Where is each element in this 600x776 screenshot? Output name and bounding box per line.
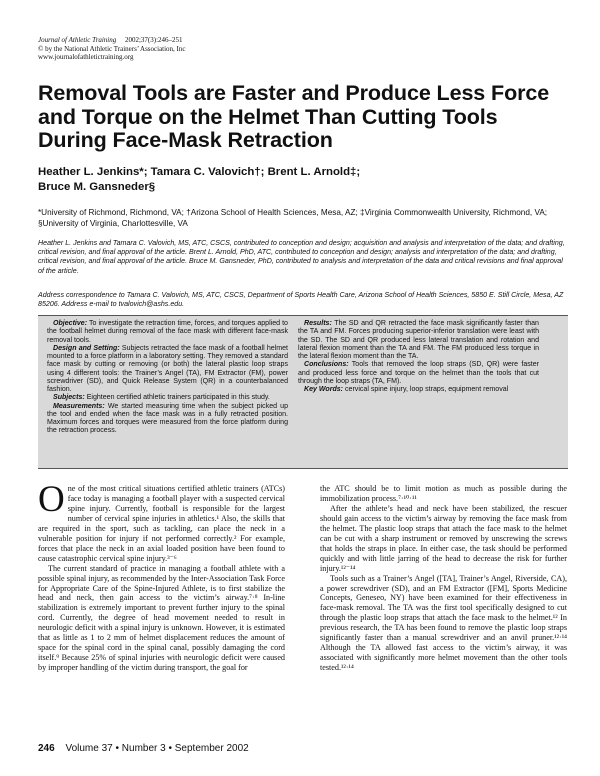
abstract-conclusions: Conclusions: Tools that removed the loop straps (SD, QR) were faster and produced less force and torque on the helmet than the tools that cut through the loop straps (TA, FM). (298, 361, 539, 385)
affiliations: *University of Richmond, Richmond, VA; †Arizona School of Health Sciences, Mesa, AZ; ‡Virginia Commonwealth University, Richmond, VA; §University of Virginia, Charlottesville, VA (38, 208, 548, 228)
author-line-1: Heather L. Jenkins*; Tamara C. Valovich†; Brent L. Arnold‡; (38, 166, 361, 178)
contribution-statement: Heather L. Jenkins and Tamara C. Valovich, MS, ATC, CSCS, contributed to conception and design; acquisition and analysis and interpretation of the data; and drafting, critical revision, and final approval of the article. Brent L. Arnold, PhD, ATC, contributed to conception and design; analysis and interpretation of the data; and drafting, critical revision, and final approval of the article. Bruce M. Gansneder, PhD, contributed to analysis and interpretation of the data and critical revisions and final approval of the article. (38, 239, 565, 275)
abstract-results: Results: The SD and QR retracted the face mask significantly faster than the TA and FM. Forces producing superior-inferior translation were least with the SD. The SD and QR produced less lateral translation and rotation and lateral flexion moment than the TA and FM. The FM produced less torque in the lateral flexion moment than the TA. (298, 320, 539, 360)
abstract-column-right (298, 320, 539, 394)
conclusions-label: Conclusions: (304, 361, 349, 369)
drop-cap: O (38, 479, 65, 520)
keywords-label: Key Words: (304, 386, 344, 393)
abstract-measurements: Measurements: We started measuring time when the subject picked up the tool and ended when the face mask was in a fully retracted position. Maximum forces and torques were measured from the force platform during the retraction process. (47, 402, 288, 435)
body-column-right (320, 484, 567, 673)
objective-label: Objective: (53, 320, 88, 327)
abstract-design: Design and Setting: Subjects retracted the face mask of a football helmet mounted to a force platform in a laboratory setting. They removed a standard face mask by cutting or removing (or both) the lateral plastic loop straps using 4 different tools: the Trainer’s Angel (TA), FM Extractor (FM), power screwdriver (SD), and Quick Release System (QR) in a counterbalanced fashion. (47, 344, 289, 393)
page-number: 246 (38, 743, 55, 754)
article-title: Removal Tools are Faster and Produce Less Force and Torque on the Helmet Than Cutting Tools During Face-Mask Retraction (38, 81, 550, 152)
copyright: © by the National Athletic Trainers’ Association, Inc (38, 44, 186, 53)
body-paragraph: the ATC should be to limit motion as much as possible during the immobilization process.⁷·¹⁰·¹¹ (320, 484, 567, 503)
correspondence-address: Address correspondence to Tamara C. Valovich, MS, ATC, CSCS, Department of Sports Health Care, Arizona School of Health Sciences, 5850 E. Still Circle, Mesa, AZ 85206. Address e-mail to tvalovich@ashs.edu. (38, 291, 564, 309)
journal-citation-line (38, 36, 338, 45)
body-paragraph: One of the most critical situations certified athletic trainers (ATCs) face today is managing a football player with a suspected cervical spine injury. Currently, football is responsible for the largest number of cervical spine injuries in athletics.¹ Also, the skills that are required in the sport, such as tackling, can place the neck in a vulnerable position for injury if not performed correctly.² For example, forces that place the neck in an axial loaded position have been found to cause catastrophic cervical spine injury.³⁻⁶ (38, 479, 285, 563)
page-footer (38, 743, 568, 755)
design-label: Design and Setting: (53, 344, 120, 352)
results-label: Results: (304, 320, 332, 327)
abstract-subjects: Subjects: Eighteen certified athletic trainers participated in this study. (53, 394, 270, 402)
citation: 2002;37(3):246–251 (124, 36, 183, 44)
body-column-left (38, 479, 285, 673)
abstract-column-left (47, 320, 288, 436)
measurements-label: Measurements: (53, 402, 105, 410)
journal-name: Journal of Athletic Training (38, 36, 117, 44)
issue-info: Volume 37 • Number 3 • September 2002 (65, 743, 249, 754)
subjects-label: Subjects: (53, 394, 85, 402)
author-line-2: Bruce M. Gansneder§ (38, 181, 156, 193)
abstract-keywords: Key Words: cervical spine injury, loop straps, equipment removal (304, 386, 509, 393)
masthead (38, 36, 338, 62)
abstract-objective: Objective: To investigate the retraction time, forces, and torques applied to the football helmet during removal of the face mask with different face-mask removal tools. (47, 320, 288, 344)
author-list (38, 165, 568, 195)
body-paragraph: After the athlete’s head and neck have been stabilized, the rescuer should gain access to the victim’s airway by removing the face mask from the helmet. The plastic loop straps that attach the face mask to the helmet can be cut with a sharp instrument or removed by unscrewing the screws that holds the straps in place. In either case, the task should be performed quickly and with little jarring of the head to decrease the risk for further injury.¹²⁻¹⁴ (320, 503, 567, 573)
abstract-box (38, 315, 568, 469)
body-paragraph: Tools such as a Trainer’s Angel ([TA], Trainer’s Angel, Riverside, CA), a power screwdriver (SD), and an FM Extractor ([FM], Sports Medicine Concepts, Geneseo, NY) have been examined for their effectiveness in face-mask removal. The TA was the first tool specifically designed to cut through the plastic loop straps that attach the face mask to the helmet.¹² In previous research, the TA has been found to remove the plastic loop straps significantly faster than a manual screwdriver and an anvil pruner.¹²·¹⁴ Although the TA allowed fast access to the victim’s airway, it was associated with significantly more helmet movement than the other tools tested.¹²·¹⁴ (320, 573, 567, 673)
journal-url[interactable]: www.journalofathletictraining.org (38, 53, 134, 61)
body-paragraph: The current standard of practice in managing a football athlete with a possible spinal injury, as recommended by the Inter-Association Task Force for Appropriate Care of the Spine-Injured Athlete, is to first stabilize the head and neck, then gain access to the victim’s airway.⁷·⁸ In-line stabilization is extremely important to prevent further injury to the spinal cord. Currently, the degree of head movement needed to result in neurologic deficit with a spinal injury is unknown. However, it is estimated that as little as 1 to 2 mm of helmet displacement reduces the amount of space for the spinal cord in the spinal canal, possibly damaging the cord itself.⁹ Because 25% of spinal injuries with neurologic deficit were caused by improper handling of the victim during transport, the goal for (38, 563, 285, 673)
